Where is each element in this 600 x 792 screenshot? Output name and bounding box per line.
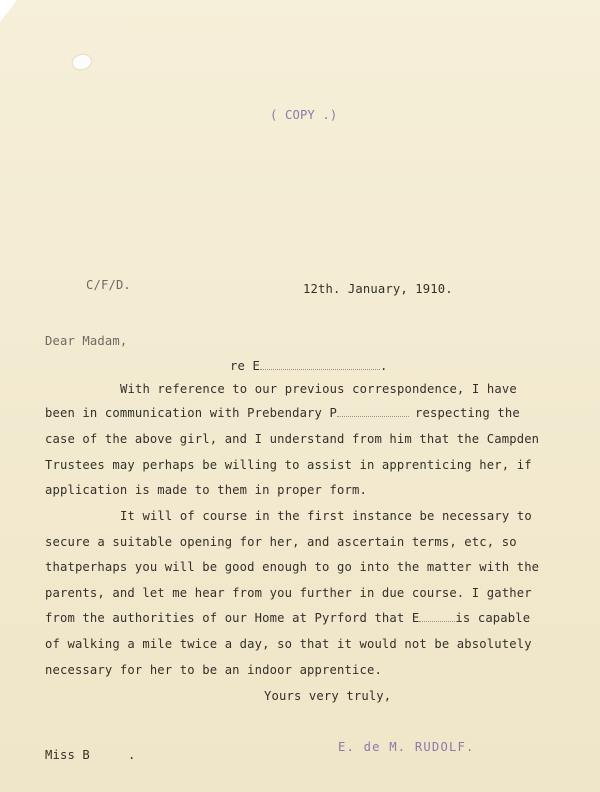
paragraph2-line4: parents, and let me hear from you further in due course. I gather [45, 586, 532, 600]
paragraph1-line4: Trustees may perhaps be willing to assist in apprenticing her, if [45, 458, 532, 472]
paragraph2-line2: secure a suitable opening for her, and ascertain terms, etc, so [45, 535, 517, 549]
paragraph1-line2-end: respecting the [415, 406, 520, 420]
signature: E. de M. RUDOLF. [338, 740, 475, 754]
paragraph1-line1: With reference to our previous correspondence, I have [120, 382, 517, 396]
addressee [45, 748, 135, 762]
paragraph2-line5-start: from the authorities of our Home at Pyrford that E [45, 611, 420, 625]
paragraph2-line3: thatperhaps you will be good enough to go into the matter with the [45, 560, 540, 574]
paragraph2-line7: necessary for her to be an indoor apprentice. [45, 663, 382, 677]
subject-prefix: re E [230, 359, 260, 373]
closing: Yours very truly, [264, 689, 392, 703]
paragraph1-line3: case of the above girl, and I understand from him that the Campden [45, 432, 540, 446]
paragraph1-line5: application is made to them in proper form. [45, 483, 367, 497]
redacted-surname [260, 359, 380, 370]
paragraph1-line2 [45, 406, 520, 420]
addressee-name: Miss B [45, 748, 90, 762]
paragraph2-line6: of walking a mile twice a day, so that it would not be absolutely [45, 637, 532, 651]
redacted-name [337, 406, 409, 417]
paragraph1-line2-start: been in communication with Prebendary P [45, 406, 338, 420]
subject-line [230, 359, 387, 373]
reference-code: C/F/D. [86, 278, 131, 292]
paragraph2-line1: It will of course in the first instance be necessary to [120, 509, 532, 523]
copy-label: ( COPY .) [270, 108, 338, 122]
letter-date: 12th. January, 1910. [303, 282, 453, 296]
paragraph2-line5-end: is capable [455, 611, 531, 625]
paragraph2-line5 [45, 611, 530, 625]
addressee-suffix: . [127, 748, 136, 762]
redacted-name [419, 611, 455, 622]
redacted-surname [90, 748, 128, 759]
subject-suffix: . [379, 359, 388, 373]
salutation: Dear Madam, [45, 334, 128, 348]
